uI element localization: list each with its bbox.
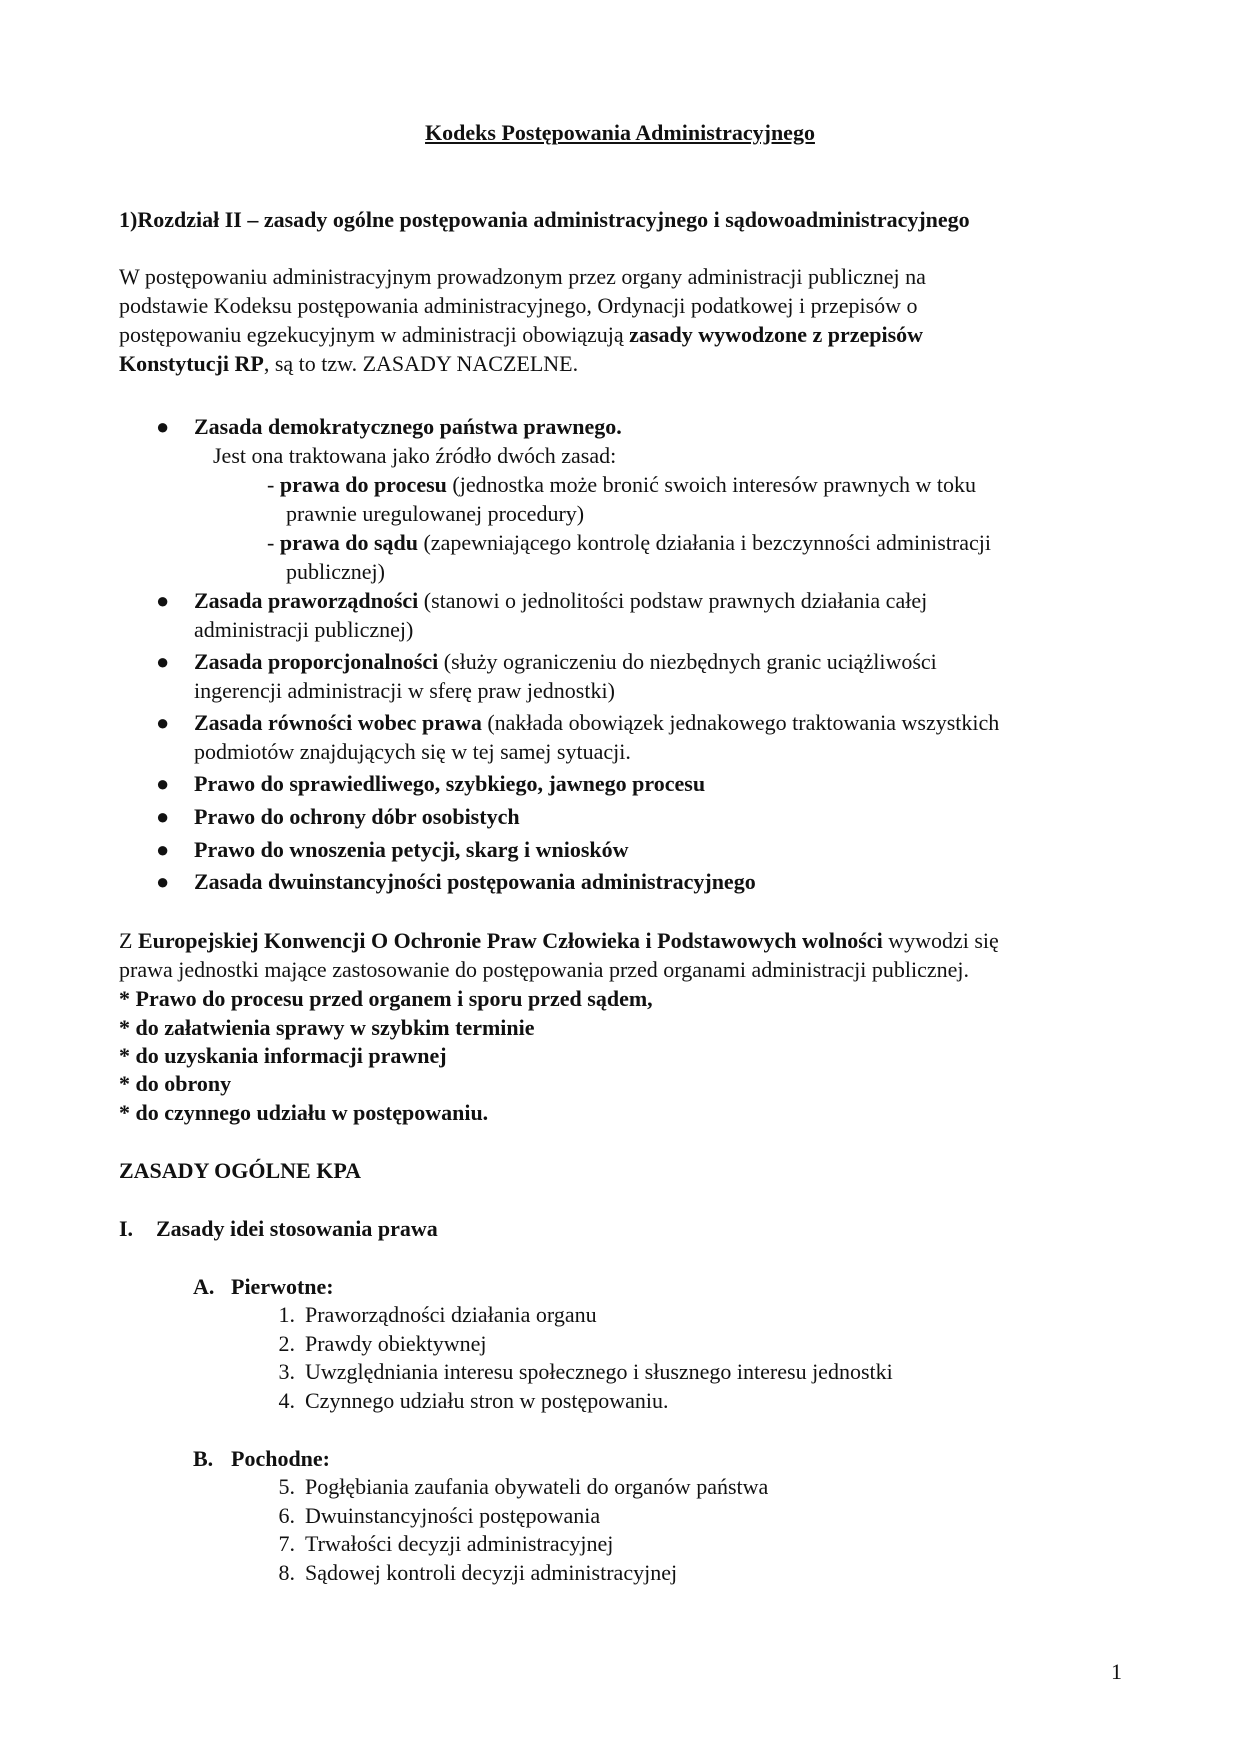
bullet-icon: ● [156,837,170,862]
bullet-icon: ● [156,869,170,894]
principle-label [194,708,1129,737]
principle-4-line-2: podmiotów znajdujących się w tej samej sytuacji. [194,739,631,764]
principle-label [194,769,1129,798]
principle-2-line-2: administracji publicznej) [194,617,414,642]
list-number: 1. [278,1302,295,1327]
list-number: 7. [278,1531,295,1556]
echr-item: * Prawo do procesu przed organem i sporu przed sądem, [119,986,653,1011]
list-number: 5. [278,1474,295,1499]
section-I-number: I. [119,1216,134,1241]
bullet-icon: ● [156,710,170,735]
dash-prefix: - [267,530,280,555]
echr-bold: Europejskiej Konwencji O Ochronie Praw Człowieka i Podstawowych wolności [137,928,883,953]
sub-a-bold: prawa do procesu [279,472,447,497]
intro-line-1: W postępowaniu administracyjnym prowadzonym przez organy administracji publicznej na [119,264,926,289]
sub-A-label: A. [193,1274,215,1299]
list-number: 3. [278,1359,295,1384]
principle-label [194,802,1129,831]
principle-bold: Zasada proporcjonalności [194,649,439,674]
chapter-heading: 1)Rozdział II – zasady ogólne postępowania administracyjnego i sądowoadministracyjnego [119,207,970,232]
dash-prefix: - [267,472,280,497]
list-item: Prawdy obiektywnej [305,1331,487,1356]
principle-plain: (nakłada obowiązek jednakowego traktowania wszystkich [481,710,1000,735]
section-I-title: Zasady idei stosowania prawa [156,1216,438,1241]
echr-item: * do obrony [119,1071,232,1096]
intro-line-4-bold: Konstytucji RP [119,351,264,376]
list-item: Czynnego udziału stron w postępowaniu. [305,1388,669,1413]
principle-label [194,867,1129,896]
principle-bold: Zasada dwuinstancyjności postępowania administracyjnego [194,869,756,894]
principle-1-sub-b-line-2: publicznej) [286,559,385,584]
document-title: Kodeks Postępowania Administracyjnego [425,120,815,145]
list-item: Sądowej kontroli decyzji administracyjnej [305,1560,678,1585]
principle-bold: Zasada praworządności [194,588,419,613]
principle-1-sub-b-line-1 [267,528,991,557]
list-number: 4. [278,1388,295,1413]
principle-1-sub-a-line-2: prawnie uregulowanej procedury) [286,501,585,526]
principle-label [194,835,1129,864]
echr-plain-a: Z [119,928,138,953]
intro-line-3 [119,320,1129,349]
bullet-icon: ● [156,771,170,796]
list-item: Trwałości decyzji administracyjnej [305,1531,614,1556]
principle-label [194,647,1129,676]
intro-line-4 [119,349,1129,378]
intro-line-3-bold: zasady wywodzone z przepisów [629,322,924,347]
bullet-icon: ● [156,588,170,613]
bullet-icon: ● [156,804,170,829]
bullet-icon: ● [156,649,170,674]
echr-item: * do uzyskania informacji prawnej [119,1043,447,1068]
principle-plain: (stanowi o jednolitości podstaw prawnych działania całej [418,588,928,613]
sub-B-label: B. [193,1446,214,1471]
echr-item: * do czynnego udziału w postępowaniu. [119,1100,489,1125]
principle-1-sub-intro: Jest ona traktowana jako źródło dwóch zasad: [213,443,617,468]
bullet-icon: ● [156,414,170,439]
intro-line-3-plain: postępowaniu egzekucyjnym w administracji obowiązują [119,322,630,347]
list-number: 6. [278,1503,295,1528]
principle-bold: Zasada demokratycznego państwa prawnego. [194,414,622,439]
echr-line-1 [119,926,1129,955]
list-item: Uwzględniania interesu społecznego i słusznego interesu jednostki [305,1359,893,1384]
sub-A-title: Pierwotne: [231,1274,334,1299]
intro-line-2: podstawie Kodeksu postępowania administracyjnego, Ordynacji podatkowej i przepisów o [119,293,918,318]
intro-line-4-plain: , są to tzw. ZASADY NACZELNE. [263,351,579,376]
list-item: Pogłębiania zaufania obywateli do organów państwa [305,1474,769,1499]
principle-bold: Prawo do ochrony dóbr osobistych [194,804,520,829]
echr-plain-b: wywodzi się [882,928,999,953]
echr-line-2: prawa jednostki mające zastosowanie do postępowania przed organami administracji publicznej. [119,957,969,982]
list-number: 8. [278,1560,295,1585]
principle-label [194,586,1129,615]
kpa-heading: ZASADY OGÓLNE KPA [119,1158,362,1183]
principle-1-sub-a-line-1 [267,470,976,499]
principle-bold: Zasada równości wobec prawa [194,710,482,735]
sub-b-bold: prawa do sądu [279,530,418,555]
principle-plain: (służy ograniczeniu do niezbędnych granic uciążliwości [438,649,937,674]
sub-B-title: Pochodne: [231,1446,330,1471]
principle-3-line-2: ingerencji administracji w sferę praw jednostki) [194,678,615,703]
list-number: 2. [278,1331,295,1356]
page-number: 1 [1111,1659,1122,1684]
list-item: Dwuinstancyjności postępowania [305,1503,601,1528]
echr-item: * do załatwienia sprawy w szybkim terminie [119,1015,535,1040]
sub-a-plain: (jednostka może bronić swoich interesów prawnych w toku [446,472,976,497]
sub-b-plain: (zapewniającego kontrolę działania i bezczynności administracji [417,530,991,555]
principle-bold: Prawo do sprawiedliwego, szybkiego, jawnego procesu [194,771,706,796]
principle-bold: Prawo do wnoszenia petycji, skarg i wniosków [194,837,629,862]
list-item: Praworządności działania organu [305,1302,597,1327]
principle-label [194,412,1129,441]
